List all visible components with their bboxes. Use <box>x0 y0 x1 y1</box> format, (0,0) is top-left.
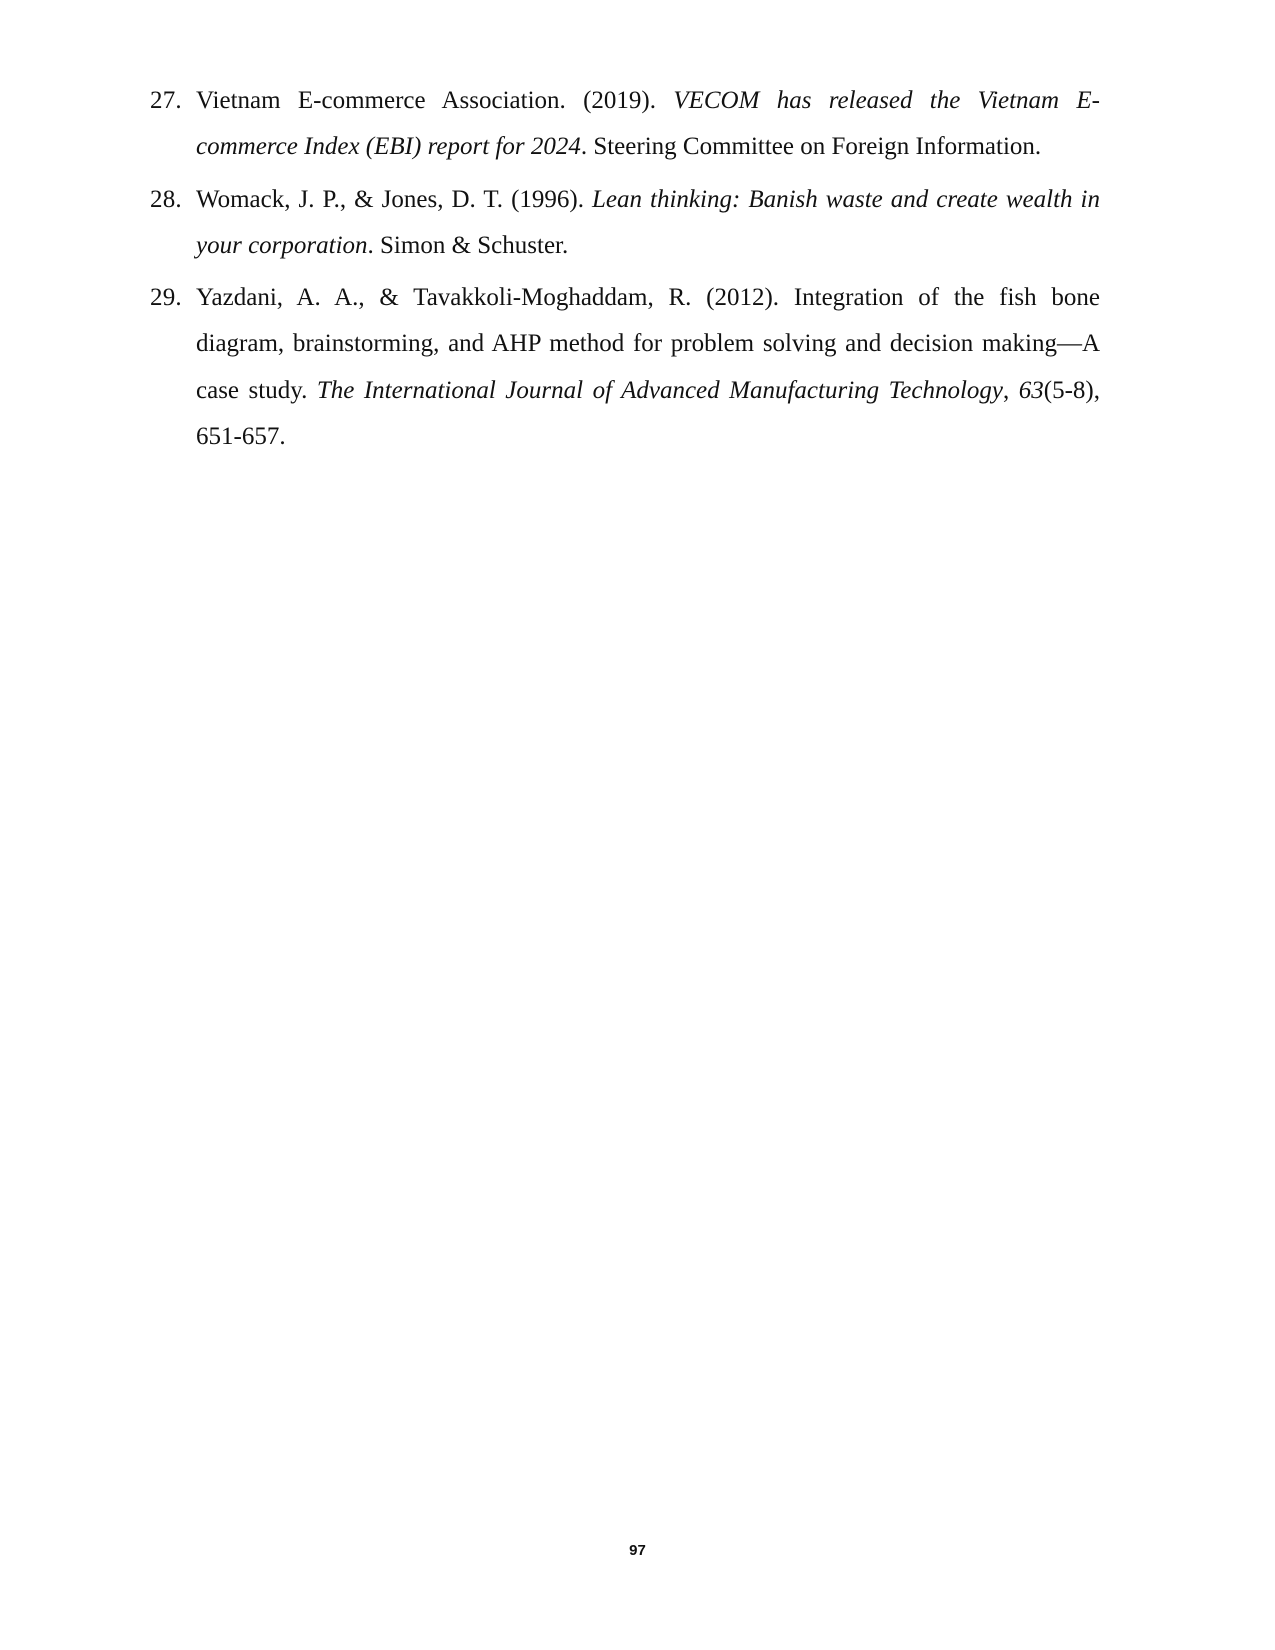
reference-segment-italic: The International Journal of Advanced Manufacturing Technology <box>316 376 1003 404</box>
reference-number: 27. <box>150 87 182 114</box>
reference-text <box>196 177 1100 270</box>
reference-text <box>196 275 1100 460</box>
reference-number: 28. <box>150 185 182 213</box>
reference-segment: Womack, J. P., & Jones, D. T. (1996). <box>196 185 592 213</box>
reference-segment-italic: Lean thinking: Banish waste and create wealth in your corporation <box>196 185 1100 259</box>
page-number: 97 <box>629 1542 646 1559</box>
reference-segment-italic: 63 <box>1018 376 1044 404</box>
reference-list <box>150 78 1100 466</box>
reference-segment: Yazdani, A. A., & Tavakkoli-Moghaddam, R. (2012). Integration of the fish bone diagram, brainstorming, and AHP method for problem solving and decision making—A case study. <box>196 284 1100 404</box>
reference-segment: , <box>1003 376 1019 404</box>
reference-segment: . Simon & Schuster. <box>367 231 569 259</box>
list-item <box>150 78 1100 171</box>
reference-segment: (5-8), 651-657. <box>196 376 1100 450</box>
reference-segment: Vietnam E-commerce Association. (2019). <box>196 87 674 114</box>
list-item <box>150 275 1100 460</box>
reference-segment-italic: VECOM has released the Vietnam E-commerce Index (EBI) report for 2024 <box>196 87 1101 161</box>
list-item <box>150 177 1100 270</box>
reference-text <box>196 78 1100 171</box>
reference-number: 29. <box>150 284 182 311</box>
reference-segment: . Steering Committee on Foreign Information. <box>580 133 1042 161</box>
